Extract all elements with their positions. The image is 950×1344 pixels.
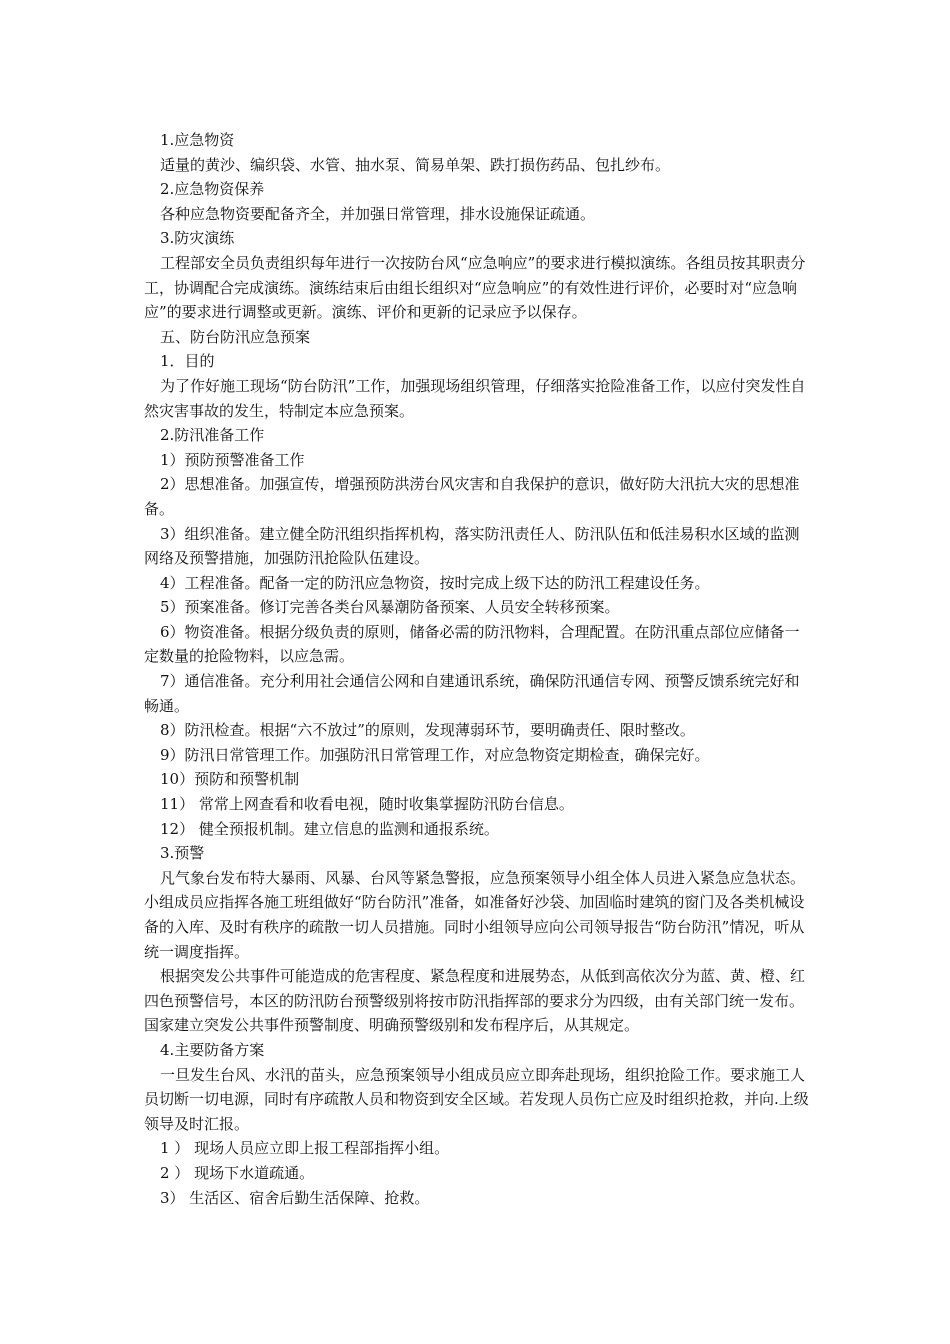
list-item: 6）物资准备。根据分级负责的原则，储备必需的防汛物料，合理配置。在防汛重点部位应储备一定数量的抢险物料，以应急需。 [144, 622, 800, 666]
chapter-heading: 五、防台防汛应急预案 [160, 327, 311, 346]
section-heading: 3.防灾演练 [160, 229, 235, 248]
section-heading: 3.预警 [160, 844, 205, 863]
section-heading: 4.主要防备方案 [160, 1040, 265, 1059]
list-item: 2）思想准备。加强宣传，增强预防洪涝台风灾害和自我保护的意识，做好防大汛抗大灾的思想准备。 [144, 475, 800, 518]
list-item: 11） 常常上网查看和收看电视，随时收集掌握防汛防台信息。 [160, 795, 574, 814]
list-item: 1）预防预警准备工作 [160, 450, 305, 469]
list-item: 5）预案准备。修订完善各类台风暴潮防备预案、人员安全转移预案。 [160, 598, 620, 617]
list-item: 7）通信准备。充分利用社会通信公网和自建通讯系统，确保防汛通信专网、预警反馈系统完好和畅通。 [144, 672, 800, 715]
paragraph: 各种应急物资要配备齐全，并加强日常管理，排水设施保证疏通。 [160, 204, 596, 223]
paragraph: 为了作好施工现场“防台防汛”工作，加强现场组织管理，仔细落实抢险准备工作，以应付突发性自然灾害事故的发生，特制定本应急预案。 [144, 376, 806, 420]
list-item: 12） 健全预报机制。建立信息的监测和通报系统。 [160, 819, 499, 838]
document-body [144, 128, 812, 1210]
section-heading: 1.应急物资 [160, 131, 235, 149]
list-item: 3） 生活区、宿舍后勤生活保障、抢救。 [160, 1188, 430, 1207]
paragraph: 工程部安全员负责组织每年进行一次按防台风“应急响应”的要求进行模拟演练。各组员按其职责分工，协调配合完成演练。演练结束后由组长组织对“应急响应”的有效性进行评价，必要时对“应急响应”的要求进行调整或更新。演练、评价和更新的记录应予以保存。 [144, 253, 806, 322]
list-item: 9）防汛日常管理工作。加强防汛日常管理工作，对应急物资定期检查，确保完好。 [160, 745, 710, 764]
list-item: 10）预防和预警机制 [160, 770, 300, 789]
paragraph: 一旦发生台风、水汛的苗头，应急预案领导小组成员应立即奔赴现场，组织抢险工作。要求施工人员切断一切电源，同时有序疏散人员和物资到安全区域。若发现人员伤亡应及时组织抢救，并向.上级领导及时汇报。 [144, 1065, 809, 1133]
list-item: 8）防汛检查。根据“六不放过”的原则，发现薄弱环节，要明确责任、限时整改。 [160, 721, 695, 740]
list-item: 3）组织准备。建立健全防汛组织指挥机构，落实防汛责任人、防汛队伍和低洼易积水区域的监测网络及预警措施，加强防汛抢险队伍建设。 [144, 524, 800, 568]
section-heading: 2.防汛准备工作 [160, 426, 265, 445]
section-heading: 2.应急物资保养 [160, 180, 265, 199]
paragraph: 适量的黄沙、编织袋、水管、抽水泵、简易单架、跌打损伤药品、包扎纱布。 [160, 155, 671, 174]
paragraph: 根据突发公共事件可能造成的危害程度、紧急程度和进展势态，从低到高依次分为蓝、黄、橙、红四色预警信号，本区的防汛防台预警级别将按市防汛指挥部的要求分为四级，由有关部门统一发布。国家建立突发公共事件预警制度、明确预警级别和发布程序后，从其规定。 [144, 967, 806, 1035]
list-item: 2 ） 现场下水道疏通。 [160, 1163, 315, 1182]
paragraph: 凡气象台发布特大暴雨、风暴、台风等紧急警报，应急预案领导小组全体人员进入紧急应急状态。小组成员应指挥各施工班组做好“防台防汛”准备，如准备好沙袋、加固临时建筑的窗门及各类机械设备的入库、及时有秩序的疏散一切人员措施。同时小组领导应向公司领导报告“防台防汛”情况，听从统一调度指挥。 [144, 868, 806, 961]
list-item: 4）工程准备。配备一定的防汛应急物资，按时完成上级下达的防汛工程建设任务。 [160, 573, 710, 592]
section-heading: 1．目的 [160, 352, 215, 371]
list-item: 1 ） 现场人员应立即上报工程部指挥小组。 [160, 1139, 450, 1158]
